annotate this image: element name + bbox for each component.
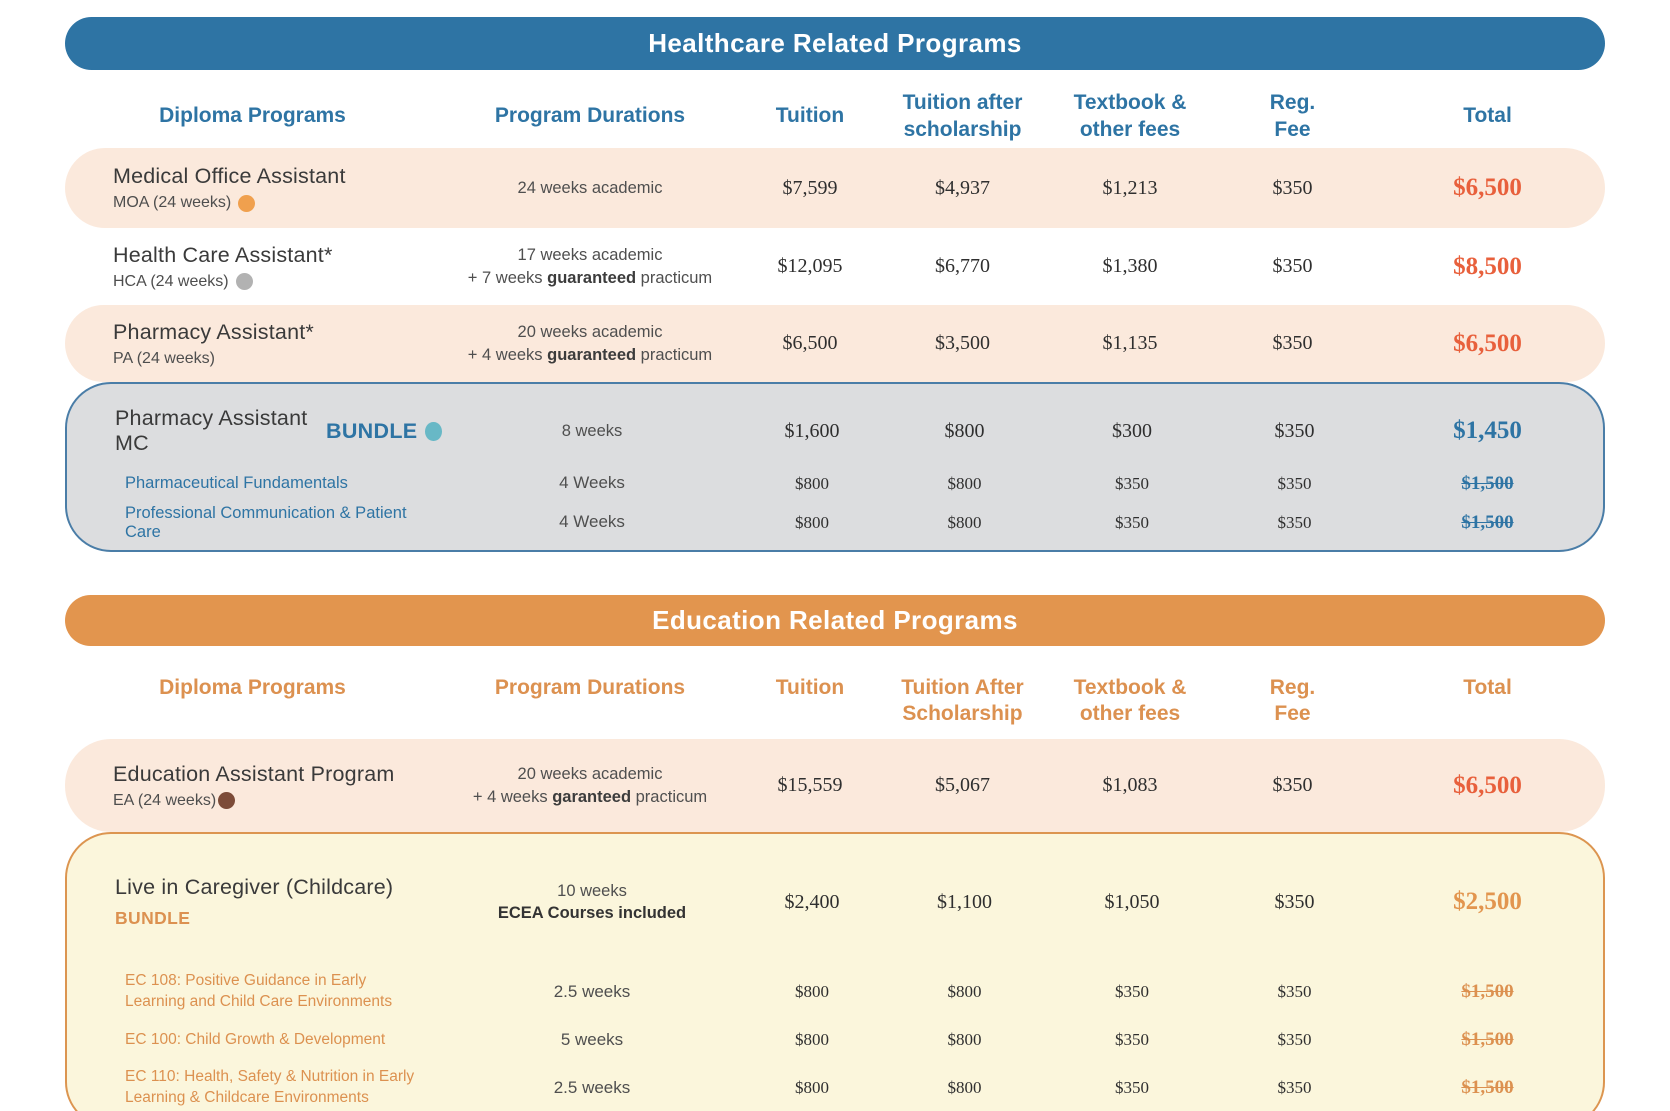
table-row-professional-communication — [67, 503, 1603, 542]
education-column-headers — [65, 661, 1605, 739]
duration-line1: 17 weeks academic — [517, 246, 663, 265]
bundle-total-value: $1,450 — [1453, 417, 1522, 444]
table-row-ec108 — [67, 964, 1603, 1020]
col-program-durations: Program Durations — [494, 104, 686, 128]
col-tuition-after: Tuition After Scholarship — [901, 676, 1024, 726]
duration-line2-pre: + 4 weeks — [472, 787, 553, 806]
course-name: Pharmaceutical Fundamentals — [125, 474, 348, 492]
tuition-value: $15,559 — [777, 774, 843, 796]
program-code: HCA (24 weeks) — [113, 272, 229, 290]
duration-line1: 10 weeks — [557, 881, 627, 900]
program-duration: 24 weeks academic — [517, 178, 663, 197]
duration-line2-pre: + 7 weeks — [467, 268, 548, 287]
reg-fee-value: $350 — [1274, 419, 1315, 442]
bundle-duration: 8 weeks — [561, 421, 623, 440]
reg-fee-value: $350 — [1277, 512, 1312, 532]
textbook-value: $350 — [1115, 982, 1149, 1001]
total-value: $6,500 — [1453, 329, 1522, 357]
total-value: $6,500 — [1453, 174, 1522, 201]
orange-dot-icon — [238, 195, 255, 212]
tuition-after-value: $800 — [947, 512, 982, 532]
tuition-value: $800 — [795, 512, 829, 532]
tuition-value: $7,599 — [782, 176, 838, 199]
col-total: Total — [1463, 676, 1512, 699]
duration-line2-bold: guaranteed — [547, 345, 637, 364]
tuition-value: $800 — [795, 473, 829, 493]
caregiver-bundle-box — [65, 832, 1605, 1111]
course-name: EC 100: Child Growth & Development — [125, 1030, 386, 1048]
table-row-education-assistant — [65, 739, 1605, 832]
program-code: MOA (24 weeks) — [113, 194, 232, 211]
teal-dot-icon — [425, 422, 442, 441]
course-name: EC 110: Health, Safety & Nutrition in Early Learning & Childcare Environments — [125, 1068, 415, 1106]
table-row-live-in-caregiver — [67, 840, 1603, 964]
program-subtitle — [113, 194, 440, 212]
table-row-pharmaceutical-fundamentals — [67, 464, 1603, 503]
tuition-after-value: $6,770 — [935, 255, 990, 277]
tuition-value: $2,400 — [784, 890, 840, 913]
textbook-value: $1,083 — [1102, 774, 1158, 796]
col-textbook-fees: Textbook & other fees — [1073, 91, 1187, 141]
program-subtitle — [113, 273, 440, 291]
course-duration: 2.5 weeks — [553, 1077, 631, 1097]
tuition-after-value: $5,067 — [935, 774, 990, 796]
duration-line1: 20 weeks academic — [517, 765, 663, 784]
bundle-name-cell — [67, 875, 442, 929]
education-section — [65, 595, 1605, 1111]
textbook-value: $350 — [1115, 1030, 1149, 1049]
program-duration — [440, 763, 740, 808]
duration-line2-bold: garanteed — [552, 787, 632, 806]
reg-fee-value: $350 — [1272, 774, 1313, 796]
course-name: EC 108: Positive Guidance in Early Learning and Child Care Environments — [125, 972, 393, 1010]
col-tuition: Tuition — [775, 676, 845, 699]
program-subtitle — [113, 792, 440, 810]
tuition-after-value: $1,100 — [937, 890, 992, 913]
program-name-cell — [65, 164, 440, 212]
duration-line2-post: practicum — [636, 268, 713, 287]
program-code: EA (24 weeks) — [113, 791, 217, 809]
bundle-label: BUNDLE — [115, 908, 191, 928]
duration-line2-post: practicum — [631, 787, 708, 806]
textbook-value: $1,050 — [1104, 890, 1160, 913]
col-tuition: Tuition — [775, 104, 845, 128]
program-name: Pharmacy Assistant* — [113, 319, 314, 344]
duration-line2-pre: + 4 weeks — [467, 345, 548, 364]
tuition-value: $800 — [795, 1030, 829, 1049]
healthcare-column-headers — [65, 85, 1605, 148]
struck-total-value: $1,500 — [1461, 981, 1514, 1002]
table-row-pharmacy-mc-bundle — [67, 398, 1603, 464]
bundle-duration — [442, 880, 742, 925]
course-duration: 5 weeks — [560, 1029, 624, 1049]
gray-dot-icon — [236, 273, 253, 290]
table-row-health-care-assistant — [65, 228, 1605, 305]
program-name: Health Care Assistant* — [113, 242, 333, 267]
total-value: $6,500 — [1453, 771, 1522, 799]
duration-line2: ECEA Courses included — [497, 904, 687, 922]
struck-total-value: $1,500 — [1461, 1029, 1514, 1050]
program-duration — [440, 321, 740, 366]
tuition-value: $800 — [795, 982, 829, 1001]
table-row-medical-office-assistant — [65, 148, 1605, 228]
healthcare-banner — [65, 17, 1605, 70]
tuition-value: $800 — [795, 1078, 829, 1097]
course-duration: 2.5 weeks — [553, 981, 631, 1001]
reg-fee-value: $350 — [1277, 473, 1312, 493]
tuition-after-value: $800 — [947, 473, 982, 493]
course-duration: 4 Weeks — [559, 473, 625, 493]
table-row-pharmacy-assistant — [65, 305, 1605, 382]
table-row-ec100 — [67, 1020, 1603, 1060]
bundle-total-value: $2,500 — [1453, 888, 1522, 915]
reg-fee-value: $350 — [1272, 332, 1313, 354]
struck-total-value: $1,500 — [1461, 1077, 1514, 1098]
duration-line2-post: practicum — [636, 345, 713, 364]
bundle-name: Live in Caregiver (Childcare) — [115, 875, 394, 899]
col-textbook-fees: Textbook & other fees — [1073, 676, 1187, 726]
program-subtitle — [113, 350, 440, 368]
tuition-after-value: $800 — [944, 419, 985, 442]
textbook-value: $1,135 — [1102, 332, 1158, 354]
col-tuition-after: Tuition after scholarship — [902, 91, 1023, 141]
bundle-name: Pharmacy Assistant MC — [115, 406, 308, 455]
col-diploma-programs: Diploma Programs — [159, 676, 346, 699]
healthcare-section — [65, 17, 1605, 552]
tuition-after-value: $800 — [947, 1078, 982, 1097]
col-reg-fee: Reg. Fee — [1269, 676, 1316, 726]
tuition-value: $12,095 — [777, 255, 843, 277]
reg-fee-value: $350 — [1274, 890, 1315, 913]
col-program-durations: Program Durations — [494, 676, 686, 699]
duration-line2-bold: guaranteed — [547, 268, 637, 287]
tuition-after-value: $4,937 — [935, 176, 990, 199]
program-name: Medical Office Assistant — [113, 164, 346, 188]
course-name: Professional Communication & Patient Care — [125, 503, 407, 541]
col-diploma-programs: Diploma Programs — [159, 104, 346, 128]
healthcare-banner-title: Healthcare Related Programs — [648, 28, 1022, 58]
textbook-value: $350 — [1115, 512, 1149, 532]
program-duration — [440, 244, 740, 289]
struck-total-value: $1,500 — [1461, 511, 1514, 533]
program-name-cell — [65, 243, 440, 291]
program-name-cell — [65, 762, 440, 810]
total-value: $8,500 — [1453, 252, 1522, 280]
duration-line1: 20 weeks academic — [517, 323, 663, 342]
education-banner-title: Education Related Programs — [652, 605, 1018, 635]
reg-fee-value: $350 — [1277, 1030, 1312, 1049]
course-duration: 4 Weeks — [559, 512, 625, 532]
struck-total-value: $1,500 — [1461, 472, 1514, 494]
bundle-name-cell — [67, 406, 442, 456]
textbook-value: $300 — [1112, 419, 1152, 442]
program-name: Education Assistant Program — [113, 761, 395, 786]
tuition-after-value: $800 — [947, 1030, 982, 1049]
tuition-after-value: $3,500 — [935, 332, 990, 354]
reg-fee-value: $350 — [1277, 1078, 1312, 1097]
textbook-value: $1,213 — [1102, 176, 1158, 199]
reg-fee-value: $350 — [1272, 176, 1313, 199]
textbook-value: $350 — [1115, 473, 1149, 493]
col-reg-fee: Reg. Fee — [1269, 91, 1316, 141]
education-banner — [65, 595, 1605, 646]
brown-dot-icon — [218, 792, 235, 809]
reg-fee-value: $350 — [1272, 255, 1313, 277]
col-total: Total — [1463, 104, 1512, 128]
tuition-value: $1,600 — [784, 419, 840, 442]
reg-fee-value: $350 — [1277, 982, 1312, 1001]
tuition-after-value: $800 — [947, 982, 982, 1001]
table-row-ec110 — [67, 1060, 1603, 1111]
textbook-value: $1,380 — [1102, 255, 1158, 277]
program-code: PA (24 weeks) — [113, 349, 215, 367]
pharmacy-mc-bundle-box — [65, 382, 1605, 552]
program-name-cell — [65, 320, 440, 368]
bundle-label: BUNDLE — [326, 418, 418, 443]
tuition-value: $6,500 — [782, 332, 838, 354]
textbook-value: $350 — [1115, 1078, 1149, 1097]
